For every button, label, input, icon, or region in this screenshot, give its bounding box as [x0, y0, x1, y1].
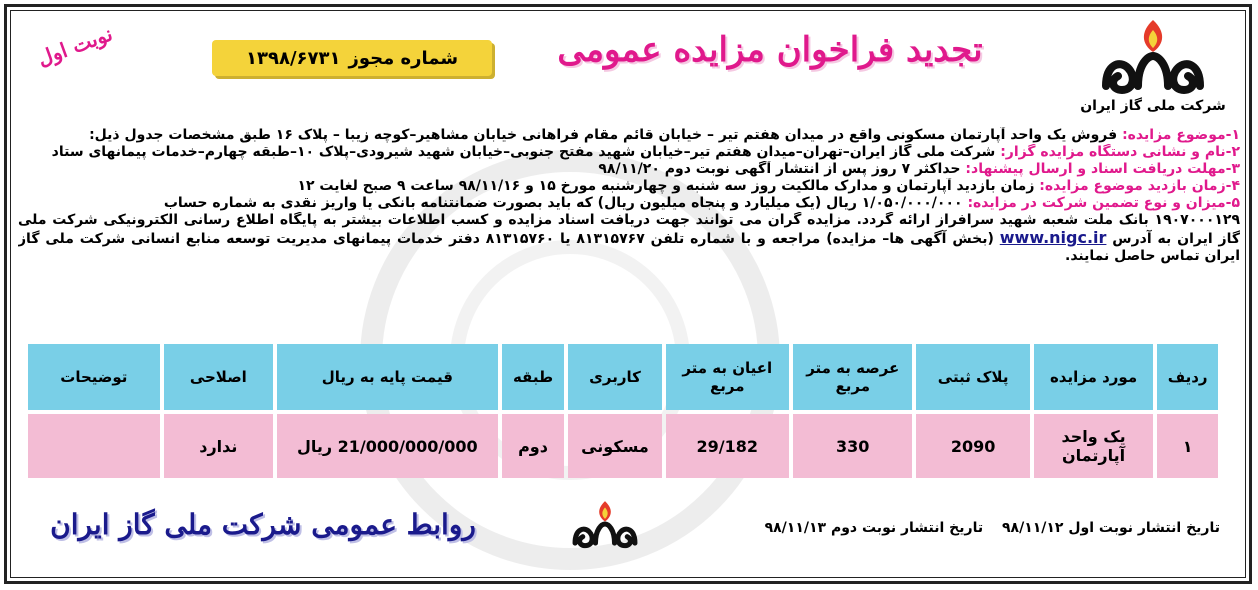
item-label: ۱-موضوع مزایده: — [1122, 127, 1240, 143]
item-text: ۱/۰۵۰/۰۰۰/۰۰۰ ریال (یک میلیارد و پنجاه میلیون ریال) که باید بصورت ضمانتنامه بانکی یا واریز نقدی به شماره حساب — [163, 195, 963, 211]
contact-paragraph — [18, 212, 1240, 265]
nigc-flame-logo-icon — [570, 494, 640, 554]
table-cell: 330 — [793, 414, 912, 478]
header-cell: مورد مزایده — [1034, 344, 1153, 410]
item-text: حداکثر ۷ روز پس از انتشار آگهی نوبت دوم ۹۸/۱۱/۲۰ — [598, 161, 961, 177]
footer-logo — [570, 494, 640, 558]
table-row — [28, 414, 1218, 478]
company-name: شرکت ملی گاز ایران — [1080, 98, 1226, 114]
page-title: تجدید فراخوان مزایده عمومی — [557, 30, 983, 70]
header-cell: اعیان به متر مربع — [666, 344, 789, 410]
table-cell: ۱ — [1157, 414, 1218, 478]
item-3 — [18, 161, 1240, 178]
table-cell: 21/000/000/000 ریال — [277, 414, 498, 478]
item-2 — [18, 144, 1240, 161]
item-1 — [18, 127, 1240, 144]
item-text: زمان بازدید آپارتمان و مدارک مالکیت روز سه شنبه و چهارشنبه مورخ ۱۵ و ۹۸/۱۱/۱۶ ساعت ۹ صبح لغایت ۱۲ — [297, 178, 1035, 194]
header-cell: قیمت پایه به ریال — [277, 344, 498, 410]
item-label: ۲-نام و نشانی دستگاه مزایده گزار: — [1000, 144, 1240, 160]
item-text: فروش یک واحد آپارتمان مسکونی واقع در میدان هفتم تیر – خیابان قائم مقام فراهانی خیابان مشاهیر–کوچه زیبا – پلاک ۱۶ طبق مشخصات جدول ذیل: — [89, 127, 1118, 143]
table-cell: دوم — [502, 414, 565, 478]
item-label: ۳-مهلت دریافت اسناد و ارسال پیشنهاد: — [965, 161, 1240, 177]
table-cell — [28, 414, 160, 478]
auction-table — [24, 340, 1222, 482]
table-cell: 29/182 — [666, 414, 789, 478]
header-cell: پلاک ثبتی — [916, 344, 1029, 410]
header-cell: توضیحات — [28, 344, 160, 410]
round-label: نوبت اول — [34, 21, 116, 71]
header-cell: طبقه — [502, 344, 565, 410]
license-badge — [212, 40, 492, 76]
nigc-flame-logo-icon — [1098, 16, 1208, 96]
table-header-row — [28, 344, 1218, 410]
publication-dates — [690, 520, 1220, 536]
second-publication-date: تاریخ انتشار نوبت دوم ۹۸/۱۱/۱۳ — [764, 520, 984, 536]
paragraph-part1: ۱۹۰۷۰۰۰۱۲۹ بانک ملت شعبه شهید سرافراز ارائه گردد. مزایده گران می توانند جهت دریافت اسناد مزایده و کسب اطلاعات بیشتر به پایگاه اطلاع رسانی الکترونیکی شرکت ملی گاز ایران به آدرس — [18, 212, 1240, 247]
header-cell: اصلاحی — [164, 344, 273, 410]
license-number: ۱۳۹۸/۶۷۳۱ — [246, 47, 341, 69]
paragraph-part2: (بخش آگهی ها– مزایده) مراجعه و با شماره تلفن ۸۱۳۱۵۷۶۷ یا ۸۱۳۱۵۷۶۰ دفتر خدمات پیمانهای مدیریت توسعه منابع انسانی شرکت ملی گاز ایران تماس حاصل نمایند. — [18, 231, 1240, 264]
license-label: شماره مجوز — [348, 47, 459, 69]
table-cell: ندارد — [164, 414, 273, 478]
table-cell: یک واحد آپارتمان — [1034, 414, 1153, 478]
first-publication-date: تاریخ انتشار نوبت اول ۹۸/۱۱/۱۲ — [1001, 520, 1220, 536]
website-link[interactable]: www.nigc.ir — [999, 228, 1107, 247]
announcement-body — [18, 127, 1240, 265]
item-4 — [18, 178, 1240, 195]
company-logo — [1078, 16, 1228, 114]
item-label: ۵-میزان و نوع تضمین شرکت در مزایده: — [967, 195, 1240, 211]
table-cell: 2090 — [916, 414, 1029, 478]
table-cell: مسکونی — [568, 414, 661, 478]
public-relations-signature: روابط عمومی شرکت ملی گاز ایران — [50, 508, 476, 541]
item-5 — [18, 195, 1240, 212]
header-cell: عرصه به متر مربع — [793, 344, 912, 410]
header-cell: کاربری — [568, 344, 661, 410]
header-cell: ردیف — [1157, 344, 1218, 410]
item-text: شرکت ملی گاز ایران–تهران–میدان هفتم تیر–خیابان شهید مفتح جنوبی–خیابان شهید شیرودی–پلاک ۱۰–طبقه چهارم–خدمات پیمانهای ستاد — [51, 144, 996, 160]
item-label: ۴-زمان بازدید موضوع مزایده: — [1039, 178, 1240, 194]
